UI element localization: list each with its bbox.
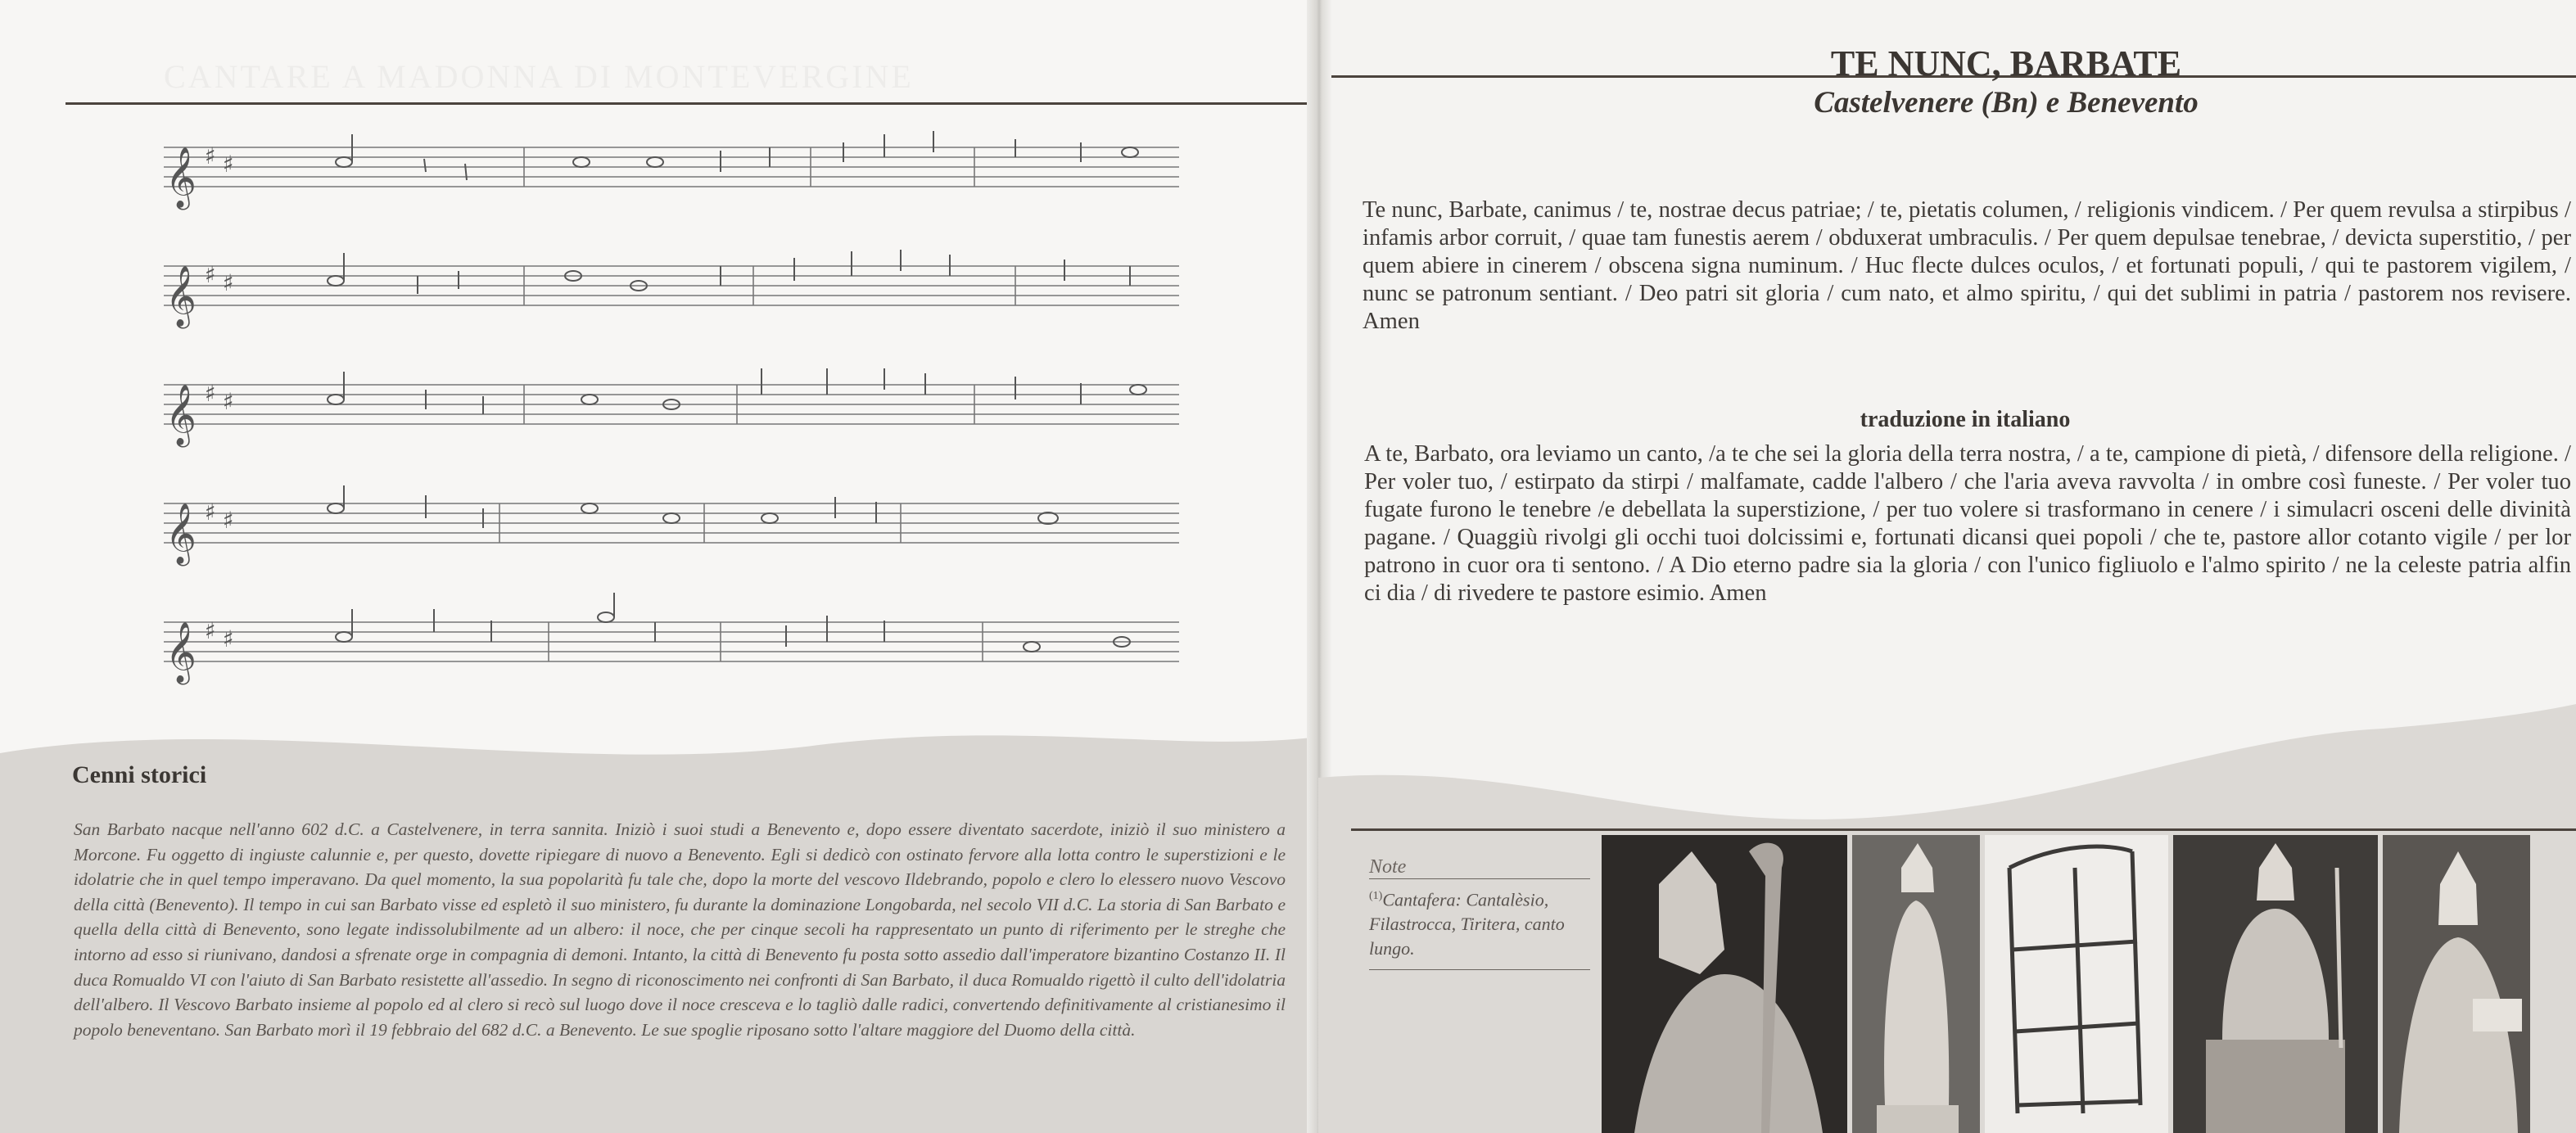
- svg-text:♯: ♯: [205, 617, 216, 644]
- treble-clef-3: 𝄞: [165, 385, 197, 445]
- statue-photo-3: [2173, 835, 2378, 1133]
- music-score: [147, 123, 1212, 712]
- translation-heading: traduzione in italiano: [1860, 407, 2071, 432]
- svg-text:♯: ♯: [205, 261, 216, 288]
- note-body: Cantafera: Cantalèsio, Filastrocca, Tiritera, canto lungo.: [1369, 889, 1565, 959]
- note-text: [1369, 884, 1590, 961]
- svg-text:♯: ♯: [205, 380, 216, 407]
- photo-rule: [1351, 828, 2576, 831]
- svg-text:♯: ♯: [223, 269, 234, 296]
- treble-clef-4: 𝄞: [165, 503, 197, 564]
- history-heading: Cenni storici: [72, 761, 207, 788]
- svg-text:♯: ♯: [223, 388, 234, 415]
- song-title: TE NUNC, BARBATE: [1830, 43, 2182, 84]
- treble-clef-2: 𝄞: [165, 266, 197, 327]
- statue-photo-1: [1602, 835, 1847, 1133]
- svg-text:♯: ♯: [205, 142, 216, 169]
- svg-text:♯: ♯: [205, 499, 216, 526]
- top-rule-left: [66, 102, 1318, 105]
- svg-text:♯: ♯: [223, 625, 234, 652]
- staff-5: [164, 622, 1179, 661]
- svg-text:♯: ♯: [223, 507, 234, 534]
- statue-photo-4: [2383, 835, 2530, 1133]
- history-text: San Barbato nacque nell'anno 602 d.C. a Castelvenere, in terra sannita. Iniziò i suoi studi a Benevento e, dopo essere diventato sacerdote, iniziò il suo ministero a Morcone. Fu oggetto di ingiuste calunnie e, per questo, dovette ripiegare di nuovo a Benevento. Egli si dedicò con ostinato fervore alla lotta contro le superstizioni e le idolatrie che in quel tempo imperavano. Da quel momento, la sua popolarità fu tale che, dopo la morte del vescovo Ildebrando, popolo e clero lo elessero nuovo Vescovo della città (Benevento). Il tempo in cui san Barbato visse ed espletò il suo ministero, fu durante la dominazione Longobarda, nel secolo VII d.C. La storia di San Barbato e quella della città di Benevento, sono legate indissolubilmente ad un albero: il noce, che per cinque secoli ha rappresentato un punto di riferimento per le streghe che intorno ad esso si riunivano, dandosi a sfrenate orge in compagnia di demoni. Intanto, la città di Benevento fu posta sotto assedio dall'imperatore bizantino Costanzo II. Il duca Romualdo VI con l'aiuto di San Barbato resistette all'assedio. In segno di riconoscimento nei confronti di San Barbato, il duca Romualdo rigettò il culto dell'idolatria dell'albero. Il Vescovo Barbato insieme al popolo ed al clero si recò sul luogo dove il noce cresceva e lo tagliò dalle radici, convertendo definitivamente al cristianesimo il popolo beneventano. San Barbato morì il 19 febbraio del 682 d.C. a Benevento. Le sue spoglie riposano sotto l'altare maggiore del Duomo della città.: [74, 819, 1286, 1040]
- staff-2: [164, 266, 1179, 305]
- staff-3: [164, 385, 1179, 424]
- note-box: [1369, 856, 1590, 970]
- treble-clef-1: 𝄞: [165, 147, 197, 208]
- latin-text: Te nunc, Barbate, canimus / te, nostrae decus patriae; / te, pietatis columen, / religionis vindicem. / Per quem revulsa a stirpibus / infamis arbor corruit, / quae tam funestis aerem / obduxerat umbraculis. / Per quem depulsae tenebrae, / devicta superstitio, / per quem abiere in cinerem / obscena signa numinum. / Huc flecte dulces oculos, / et fortunati populi, / qui te pastorem vigilem, / nunc se patronum sentiant. / Deo patri sit gloria / cum nato, et almo spiritu, / qui det sublimi in patria / pastorem nos revisere. Amen: [1363, 197, 2571, 334]
- bleed-through-text: CANTARE A MADONNA DI MONTEVERGINE: [164, 58, 914, 95]
- treble-clef-5: 𝄞: [165, 622, 197, 683]
- song-subtitle: Castelvenere (Bn) e Benevento: [1814, 86, 2199, 120]
- note-label: Note: [1369, 856, 1590, 879]
- staff-1: [164, 147, 1179, 187]
- statue-photo-2: [1852, 835, 1980, 1133]
- svg-text:♯: ♯: [223, 151, 234, 178]
- note-marker: (1): [1369, 890, 1383, 902]
- note-rule: [1369, 969, 1590, 970]
- translation-text: A te, Barbato, ora leviamo un canto, /a te che sei la gloria della terra nostra, / a te, campione di pietà, / difensore della religione. / Per voler tuo, / estirpato da stirpi / malfamate, cadde l'albero / che l'aria aveva ravvolta / in ombre così funeste. / Per voler tuo fugate furono le tenebre /e debellata la superstizione, / per tuo volere si trasformano in cenere / i simulacri osceni delle divinità pagane. / Quaggiù rivolgi gli occhi tuoi dolcissimi e, fortunati dicansi quei popoli / che te, pastore allor cotanto vigile / per lor patrono in cuor ora ti sentono. / A Dio eterno padre sia la gloria / con l'unico figliuolo e l'almo spirito / ne la celeste patria alfin ci dia / di rivedere te pastore esimio. Amen: [1364, 441, 2571, 606]
- iron-frame-photo: [1985, 835, 2168, 1133]
